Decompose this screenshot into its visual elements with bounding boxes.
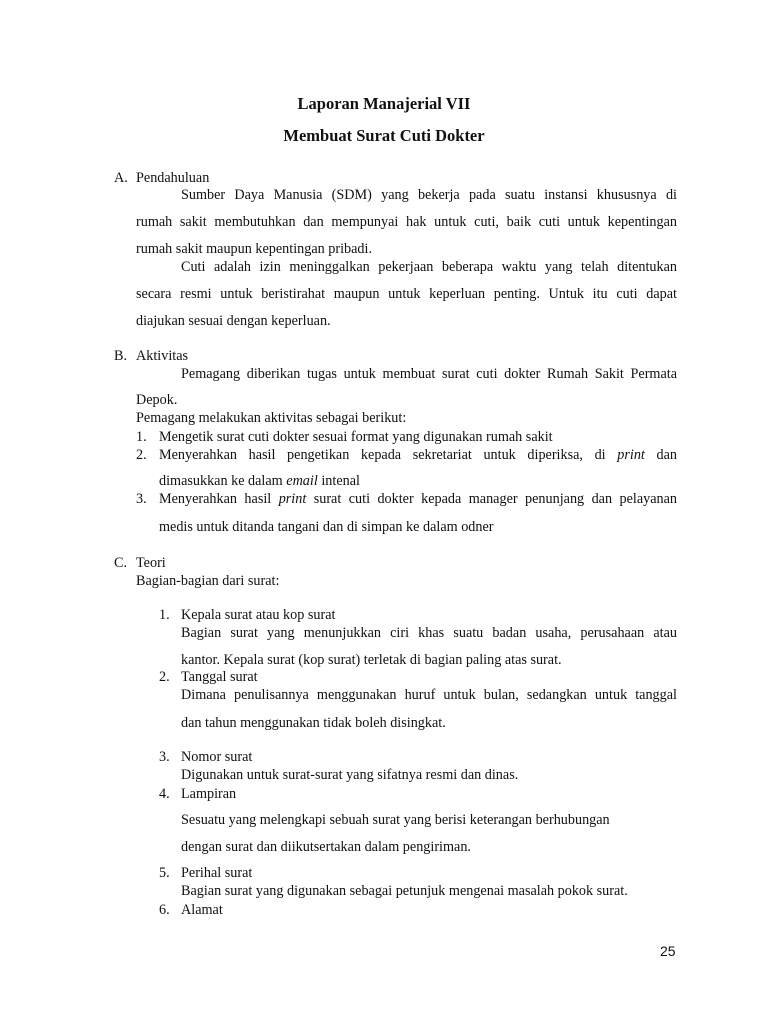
- paragraph-line: Pemagang diberikan tugas untuk membuat surat cuti dokter Rumah Sakit Permata: [181, 366, 677, 382]
- list-number: 2.: [159, 669, 170, 685]
- list-item-text: Sesuatu yang melengkapi sebuah surat yang berisi keterangan berhubungan: [181, 812, 610, 828]
- list-item-text: dan tahun menggunakan tidak boleh disingkat.: [181, 715, 446, 731]
- list-item-title: Perihal surat: [181, 865, 253, 881]
- section-label: A.: [114, 170, 128, 186]
- paragraph-line: Depok.: [136, 392, 178, 408]
- page-number: 25: [660, 943, 676, 959]
- paragraph-line: Cuti adalah izin meninggalkan pekerjaan beberapa waktu yang telah ditentukan: [181, 259, 677, 275]
- list-number: 1.: [159, 607, 170, 623]
- list-item-text: Digunakan untuk surat-surat yang sifatnya resmi dan dinas.: [181, 767, 519, 783]
- list-item-text: Bagian surat yang menunjukkan ciri khas suatu badan usaha, perusahaan atau: [181, 625, 677, 641]
- list-item-continuation: medis untuk ditanda tangani dan di simpan ke dalam odner: [159, 519, 494, 535]
- list-number: 2.: [136, 447, 147, 463]
- list-number: 3.: [159, 749, 170, 765]
- list-item: Menyerahkan hasil print surat cuti dokter kepada manager penunjang dan pelayanan: [159, 491, 678, 507]
- section-heading: Pendahuluan: [136, 170, 210, 186]
- list-item-title: Kepala surat atau kop surat: [181, 607, 336, 623]
- list-number: 5.: [159, 865, 170, 881]
- list-item-title: Tanggal surat: [181, 669, 258, 685]
- paragraph-line: rumah sakit membutuhkan dan mempunyai hak untuk cuti, baik cuti untuk kepentingan: [136, 214, 677, 230]
- report-subtitle: Membuat Surat Cuti Dokter: [283, 126, 485, 145]
- section-heading: Aktivitas: [136, 348, 189, 364]
- list-item-title: Nomor surat: [181, 749, 253, 765]
- list-number: 6.: [159, 902, 170, 918]
- list-item: Menyerahkan hasil pengetikan kepada sekretariat untuk diperiksa, di print dan: [159, 447, 677, 463]
- report-title: Laporan Manajerial VII: [297, 94, 471, 113]
- list-number: 3.: [136, 491, 147, 507]
- paragraph-line: Pemagang melakukan aktivitas sebagai berikut:: [136, 410, 407, 426]
- paragraph-line: Bagian-bagian dari surat:: [136, 573, 280, 589]
- paragraph-line: Sumber Daya Manusia (SDM) yang bekerja pada suatu instansi khususnya di: [181, 187, 677, 203]
- list-item-title: Alamat: [181, 902, 223, 918]
- list-item-text: Bagian surat yang digunakan sebagai petunjuk mengenai masalah pokok surat.: [181, 883, 628, 899]
- list-item-continuation: dimasukkan ke dalam email intenal: [159, 473, 360, 489]
- paragraph-line: secara resmi untuk beristirahat maupun untuk keperluan penting. Untuk itu cuti dapat: [136, 286, 677, 302]
- section-label: C.: [114, 555, 128, 571]
- list-number: 1.: [136, 429, 147, 445]
- list-item: Mengetik surat cuti dokter sesuai format yang digunakan rumah sakit: [159, 429, 553, 445]
- paragraph-line: diajukan sesuai dengan keperluan.: [136, 313, 331, 329]
- list-number: 4.: [159, 786, 170, 802]
- list-item-title: Lampiran: [181, 786, 237, 802]
- paragraph-line: rumah sakit maupun kepentingan pribadi.: [136, 241, 373, 257]
- list-item-text: kantor. Kepala surat (kop surat) terletak di bagian paling atas surat.: [181, 652, 562, 668]
- list-item-text: dengan surat dan diikutsertakan dalam pengiriman.: [181, 839, 471, 855]
- section-label: B.: [114, 348, 128, 364]
- list-item-text: Dimana penulisannya menggunakan huruf untuk bulan, sedangkan untuk tanggal: [181, 687, 677, 703]
- section-heading: Teori: [136, 555, 166, 571]
